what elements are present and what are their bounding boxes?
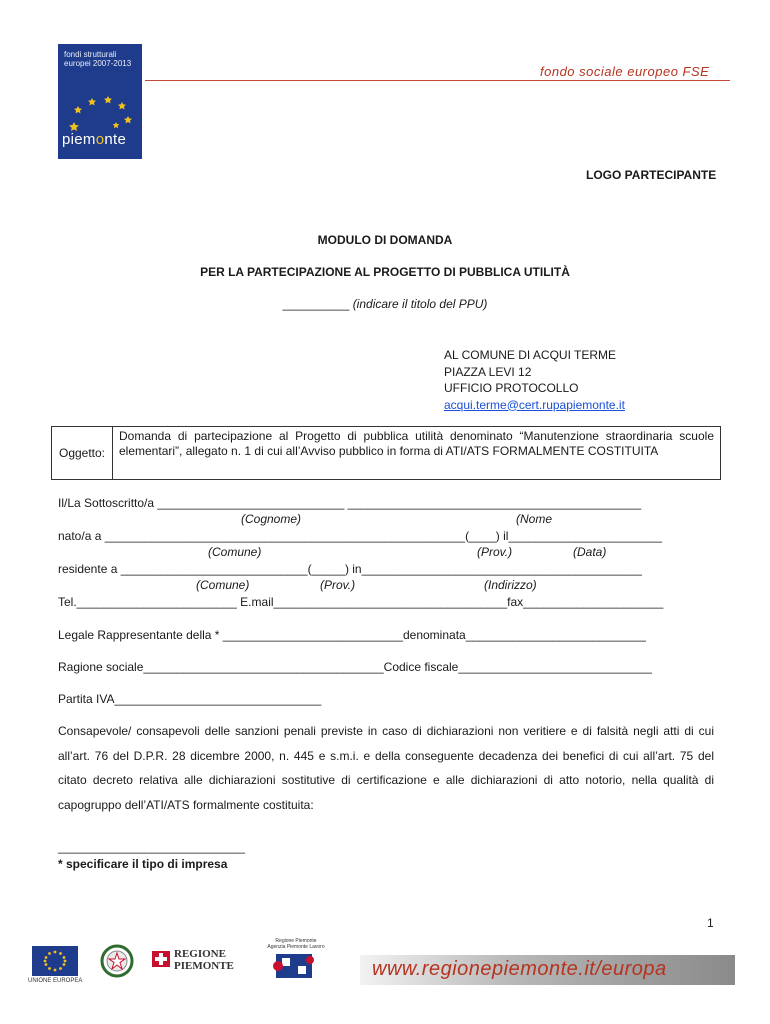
page-number: 1 xyxy=(707,916,714,930)
regione-line1: REGIONE xyxy=(174,948,226,960)
regione-piemonte-flag-icon xyxy=(152,951,170,967)
italian-republic-emblem-icon xyxy=(100,944,134,978)
agenzia-line1: Regione Piemonte xyxy=(275,938,317,944)
agenzia-line2: Agenzia Piemonte Lavoro xyxy=(267,944,325,950)
doc-title: MODULO DI DOMANDA xyxy=(317,233,453,247)
doc-subtitle: PER LA PARTECIPAZIONE AL PROGETTO DI PUBBLICA UTILITÀ xyxy=(200,265,570,279)
agenzia-lavoro-logo-icon xyxy=(272,952,316,980)
header-rule xyxy=(145,80,730,81)
logo-partecipante: LOGO PARTECIPANTE xyxy=(586,168,717,182)
fse-logo-name xyxy=(62,131,126,148)
form-row-partita-iva[interactable]: Partita IVA_______________________________ xyxy=(58,692,322,706)
fse-logo-caption xyxy=(64,50,131,68)
form-row-ragione-sociale[interactable]: Ragione sociale____________________________________Codice fiscale_____________________________ xyxy=(58,660,652,674)
oggetto-table xyxy=(51,426,721,480)
caption-data: (Data) xyxy=(573,545,607,559)
fse-tagline: fondo sociale europeo FSE xyxy=(540,64,710,79)
stars-arc-icon xyxy=(68,92,132,132)
regione-line2: PIEMONTE xyxy=(174,960,234,972)
fse-name-part1: piem xyxy=(62,131,96,148)
recipient-email-link[interactable]: acqui.terme@cert.rupapiemonte.it xyxy=(444,397,625,412)
agenzia-lavoro-caption xyxy=(266,938,326,950)
declaration-paragraph: Consapevole/ consapevoli delle sanzioni penali previste in caso di dichiarazioni non veritiere e di falsità negli atti di cui all’art. 76 del D.P.R. 28 dicembre 2000, n. 445 e s.m.i. e della conseguente decadenza dei benefici di cui all’art. 75 del citato decreto relativa alle dichiarazioni sostitutive di certificazione e alle dichiarazioni di atto notorio, nella qualità di capogruppo dell’ATI/ATS formalmente costituita: xyxy=(58,724,714,812)
footnote-text: * specificare il tipo di impresa xyxy=(58,857,228,871)
caption-prov-nascita: (Prov.) xyxy=(477,545,513,559)
form-row-legale-rappresentante[interactable]: Legale Rappresentante della * ___________________________denominata___________________________ xyxy=(58,628,646,642)
eu-flag-icon xyxy=(32,946,78,976)
caption-comune-nascita: (Comune) xyxy=(208,545,262,559)
oggetto-label: Oggetto: xyxy=(52,427,113,479)
ppu-line xyxy=(0,297,770,311)
fse-piemonte-logo xyxy=(58,44,142,159)
form-row-sottoscritto[interactable]: Il/La Sottoscritto/a ____________________________ ____________________________________________ xyxy=(58,496,642,510)
caption-indirizzo: (Indirizzo) xyxy=(484,578,537,592)
fse-logo-line1: fondi strutturali xyxy=(64,50,117,59)
caption-comune-residenza: (Comune) xyxy=(196,578,250,592)
recipient-line1: AL COMUNE DI ACQUI TERME xyxy=(444,348,617,362)
ppu-blank: __________ xyxy=(282,297,350,311)
form-row-residenza[interactable]: residente a ____________________________(_____) in__________________________________________ xyxy=(58,562,642,576)
footer-url-link[interactable]: www.regionepiemonte.it/europa xyxy=(372,958,667,980)
ppu-hint: (indicare il titolo del PPU) xyxy=(352,297,488,311)
fse-logo-line2: europei 2007-2013 xyxy=(64,59,132,68)
caption-prov-residenza: (Prov.) xyxy=(320,578,356,592)
oggetto-text: Domanda di partecipazione al Progetto di pubblica utilità denominato “Manutenzione straordinaria scuole elementari”, allegato n. 1 di cui all’Avviso pubblico in forma di ATI/ATS FORMALMENTE COSTITUITA xyxy=(119,429,714,458)
form-row-contatti[interactable]: Tel.________________________ E.mail___________________________________fax_____________________ xyxy=(58,595,664,609)
recipient-line3: UFFICIO PROTOCOLLO xyxy=(444,381,579,395)
regione-piemonte-logo xyxy=(174,948,234,972)
caption-nome: (Nome xyxy=(516,512,553,526)
footnote-rule: ____________________________ xyxy=(58,840,245,854)
eu-caption: UNIONE EUROPEA xyxy=(28,978,83,984)
form-row-nascita[interactable]: nato/a a ______________________________________________________(____) il_______________________ xyxy=(58,529,662,543)
caption-cognome: (Cognome) xyxy=(241,512,302,526)
recipient-line2: PIAZZA LEVI 12 xyxy=(444,364,532,379)
fse-name-part2: nte xyxy=(104,131,127,148)
recipient-block xyxy=(444,347,625,413)
fse-name-o: o xyxy=(95,131,105,148)
